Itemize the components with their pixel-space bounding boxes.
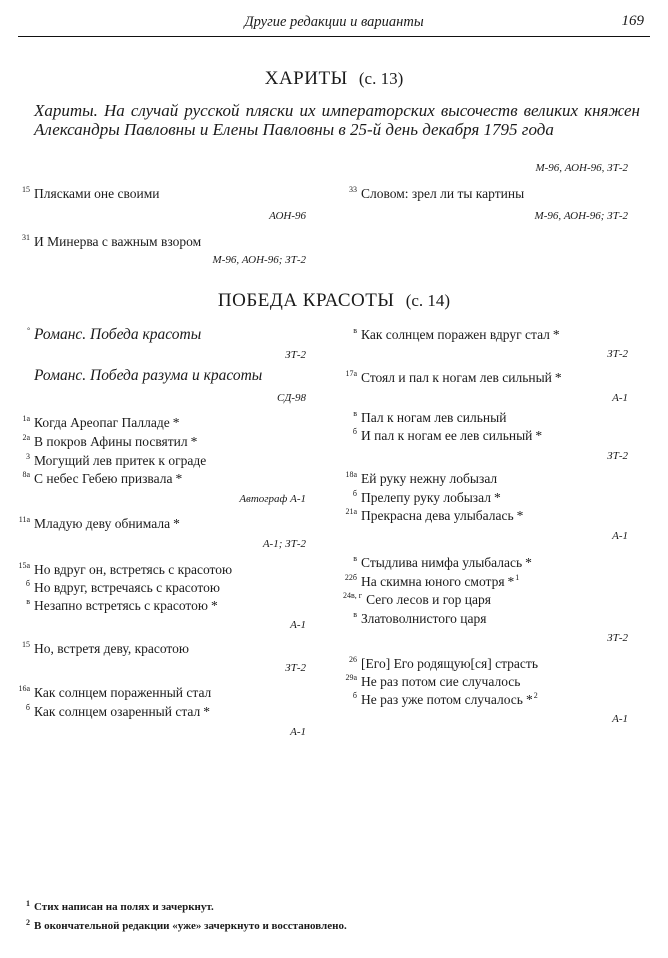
variant-line: 2а В покров Афины посвятил * <box>22 433 198 449</box>
footnote: $^1$ Стих написан на полях и зачеркнут. <box>26 899 214 913</box>
source-ref: АОН-96 <box>269 210 306 222</box>
running-header <box>18 12 650 37</box>
footnotes <box>26 896 646 934</box>
source-ref: А-1 <box>290 619 306 631</box>
variant-line: 11а Младую деву обнимала * <box>18 515 180 531</box>
section-title-text: ПОБЕДА КРАСОТЫ <box>217 290 395 311</box>
variant-line: 15а Но вдруг он, встретясь с красотою <box>18 561 233 577</box>
variant-line: б Не раз уже потом случалось *$^2$ <box>352 691 538 707</box>
variant-line: 16а Как солнцем пораженный стал <box>18 684 212 700</box>
section-title-harity <box>0 68 668 90</box>
source-ref: Автограф А-1 <box>239 493 306 505</box>
variant-heading: ° Романс. Победа красоты <box>26 326 202 343</box>
variant-line: 21а Прекрасна дева улыбалась * <box>345 507 524 523</box>
variant-line: в Златоволнистого царя <box>353 610 487 626</box>
source-ref: М-96, АОН-96; ЗТ-2 <box>534 210 628 222</box>
section-page-ref: (с. 13) <box>358 69 404 88</box>
variant-line: 8а С небес Гебею призвала * <box>22 470 183 486</box>
source-ref: А-1 <box>612 392 628 404</box>
variant-line: б И пал к ногам ее лев сильный * <box>352 427 543 443</box>
section-page-ref: (с. 14) <box>405 291 451 310</box>
variant-line: 29а Не раз потом сие случалось <box>345 673 521 689</box>
variant-line: 15 Плясками оне своими <box>22 185 160 201</box>
variant-line: 31 И Минерва с важным взором <box>22 233 202 249</box>
source-ref: ЗТ-2 <box>607 632 628 644</box>
variant-line: 26 [Его] Его родящую[ся] страсть <box>349 655 538 671</box>
source-ref: А-1 <box>612 530 628 542</box>
variant-line: 3 Могущий лев притек к ограде <box>26 452 207 468</box>
variant-line: в Пал к ногам лев сильный <box>353 409 507 425</box>
variant-line: 1а Когда Ареопаг Палладе * <box>22 414 180 430</box>
source-ref: А-1 <box>290 726 306 738</box>
source-ref: М-96, АОН-96, ЗТ-2 <box>535 162 628 174</box>
variant-line: в Стыдлива нимфа улыбалась * <box>353 554 532 570</box>
variant-heading: Романс. Победа разума и красоты <box>34 367 263 384</box>
variant-line: б Как солнцем озаренный стал * <box>25 703 211 719</box>
running-title: Другие редакции и варианты <box>244 14 424 30</box>
section-title-text: ХАРИТЫ <box>264 68 348 89</box>
variant-line: 15 Но, встретя деву, красотою <box>22 640 189 656</box>
variant-line: 22б На скимна юного смотря *$^1$ <box>344 573 520 589</box>
source-ref: ЗТ-2 <box>607 348 628 360</box>
variant-line: б Прелепу руку лобызал * <box>352 489 501 505</box>
section-title-pobeda <box>0 290 668 312</box>
variant-line: 33 Словом: зрел ли ты картины <box>349 185 525 201</box>
variant-line: в Как солнцем поражен вдруг стал * <box>353 326 560 342</box>
variant-line: 18а Ей руку нежну лобызал <box>345 470 498 486</box>
source-ref: ЗТ-2 <box>285 349 306 361</box>
source-ref: СД-98 <box>277 392 306 404</box>
footnote-ref: 1 <box>515 573 520 582</box>
variant-line: 17а Стоял и пал к ногам лев сильный * <box>345 369 562 385</box>
source-ref: ЗТ-2 <box>285 662 306 674</box>
source-ref: А-1 <box>612 713 628 725</box>
variant-line: 24в, г Сего лесов и гор царя <box>343 591 491 607</box>
variant-line: б Но вдруг, встречаясь с красотою <box>25 579 220 595</box>
source-ref: А-1; ЗТ-2 <box>262 538 306 550</box>
page-number: 169 <box>621 13 644 29</box>
variant-line: в Незапно встретясь с красотою * <box>26 597 218 613</box>
section-intro: Хариты. На случай русской пляски их императорских высочеств великих княжен Александры Павловны и Елены Павловны в 25-й день декабря 1795 года <box>34 101 640 139</box>
source-ref: ЗТ-2 <box>607 450 628 462</box>
source-ref: М-96, АОН-96; ЗТ-2 <box>212 254 306 266</box>
footnote-ref: 2 <box>533 691 538 700</box>
footnote: $^2$ В окончательной редакции «уже» зачеркнуто и восстановлено. <box>26 918 347 932</box>
